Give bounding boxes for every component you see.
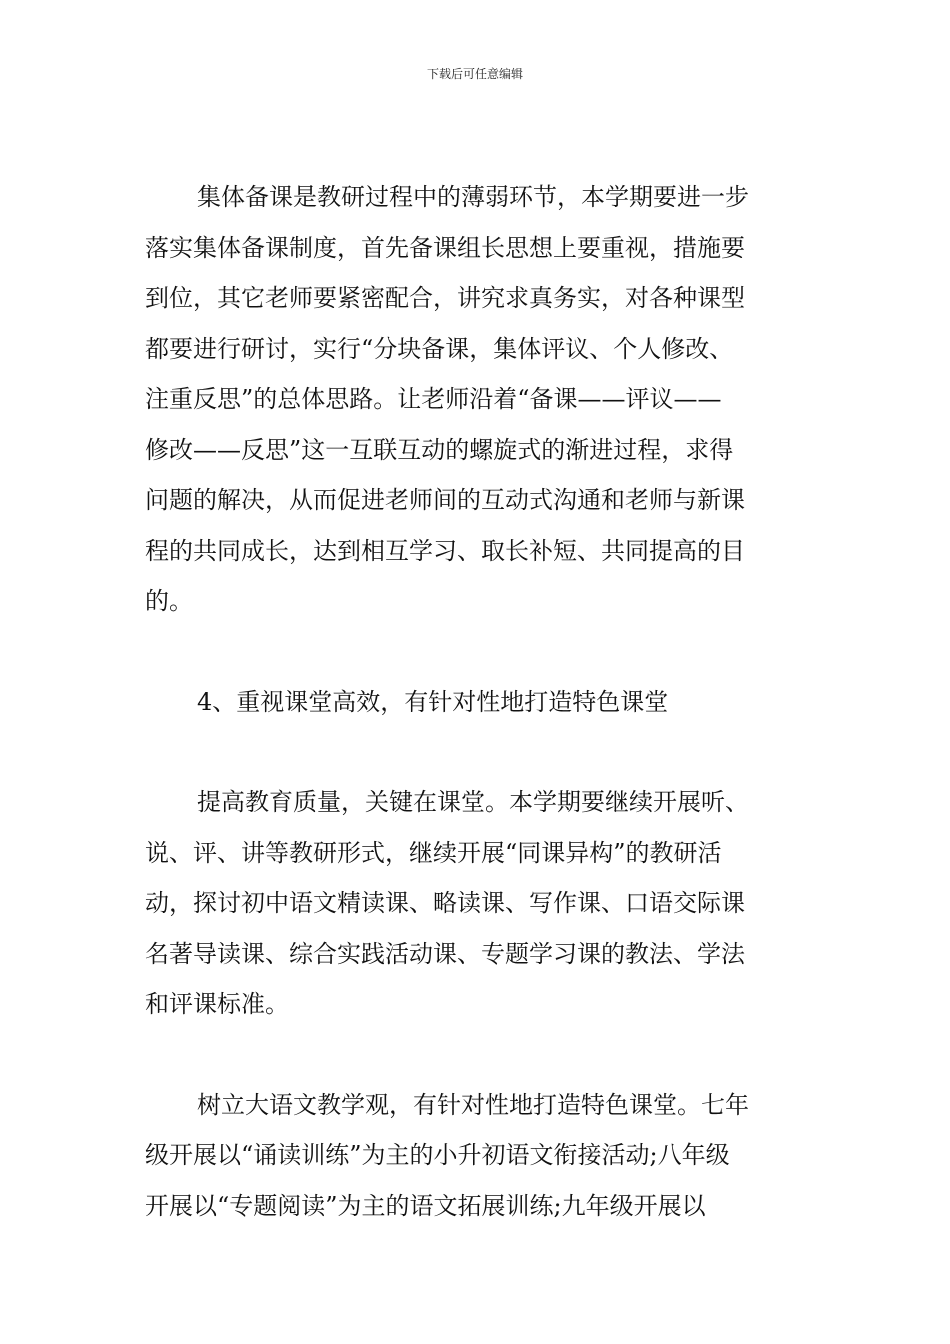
text-line: 落实集体备课制度，首先备课组长思想上要重视，措施要 bbox=[145, 233, 745, 262]
text-line: 的。 bbox=[145, 587, 193, 615]
text-line: 名著导读课、综合实践活动课、专题学习课的教法、学法 bbox=[145, 939, 745, 968]
text-line: 到位，其它老师要紧密配合，讲究求真务实，对各种课型 bbox=[145, 284, 745, 312]
paragraph-classroom-quality bbox=[145, 777, 807, 1030]
text-line: 问题的解决，从而促进老师间的互动式沟通和老师与新课 bbox=[145, 486, 745, 514]
document-body bbox=[145, 172, 807, 1231]
text-line: 集体备课是教研过程中的薄弱环节，本学期要进一步 bbox=[197, 183, 749, 211]
text-line: 提高教育质量，关键在课堂。本学期要继续开展听、 bbox=[197, 788, 749, 816]
section-heading: 4、重视课堂高效，有针对性地打造特色课堂 bbox=[197, 687, 669, 716]
text-line: 级开展以“诵读训练”为主的小升初语文衔接活动;八年级 bbox=[145, 1141, 730, 1169]
text-line: 树立大语文教学观，有针对性地打造特色课堂。七年 bbox=[197, 1090, 749, 1119]
paragraph-spacer bbox=[145, 1030, 807, 1080]
text-line: 开展以“专题阅读”为主的语文拓展训练;九年级开展以 bbox=[145, 1191, 706, 1220]
page-header: 下载后可任意编辑 bbox=[426, 67, 523, 81]
text-line: 都要进行研讨，实行“分块备课，集体评议、个人修改、 bbox=[145, 334, 734, 363]
paragraph-spacer bbox=[145, 727, 807, 777]
text-line: 程的共同成长，达到相互学习、取长补短、共同提高的目 bbox=[145, 536, 745, 565]
text-line: 和评课标准。 bbox=[145, 990, 289, 1018]
text-line: 动，探讨初中语文精读课、略读课、写作课、口语交际课 bbox=[145, 889, 745, 917]
paragraph-spacer bbox=[145, 627, 807, 677]
text-line: 修改——反思”这一互联互动的螺旋式的渐进过程，求得 bbox=[145, 435, 734, 464]
text-line: 注重反思”的总体思路。让老师沿着“备课——评议—— bbox=[145, 385, 722, 413]
paragraph-grand-chinese-teaching bbox=[145, 1080, 807, 1232]
paragraph-collective-lesson-prep bbox=[145, 172, 807, 627]
text-line: 说、评、讲等教研形式，继续开展“同课异构”的教研活 bbox=[145, 838, 722, 867]
